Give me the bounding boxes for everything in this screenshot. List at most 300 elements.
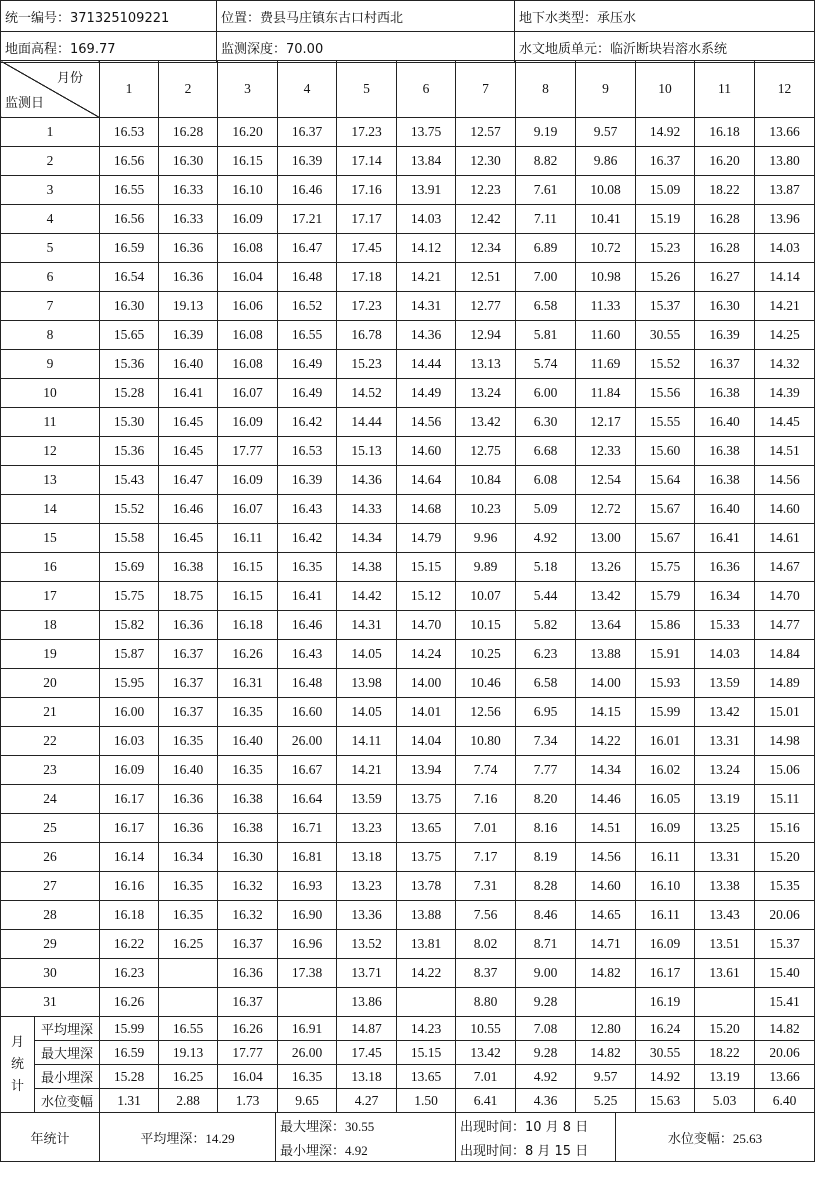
stat-cell: 12.80 xyxy=(576,1017,636,1041)
stat-cell: 6.40 xyxy=(755,1089,815,1113)
depth-cell: 15.33 xyxy=(695,611,755,640)
depth-cell: 17.16 xyxy=(337,176,397,205)
depth-cell: 16.15 xyxy=(218,147,278,176)
depth-cell: 16.47 xyxy=(159,466,218,495)
depth-cell: 16.45 xyxy=(159,437,218,466)
stat-cell: 15.20 xyxy=(695,1017,755,1041)
depth-cell: 14.31 xyxy=(397,292,456,321)
day-label: 19 xyxy=(1,640,100,669)
depth-cell: 16.36 xyxy=(159,611,218,640)
table-row xyxy=(1,930,815,959)
depth-cell: 9.19 xyxy=(516,118,576,147)
day-label: 17 xyxy=(1,582,100,611)
depth-cell: 16.20 xyxy=(695,147,755,176)
stat-cell: 15.63 xyxy=(636,1089,695,1113)
depth-cell: 14.56 xyxy=(576,843,636,872)
depth-cell: 14.25 xyxy=(755,321,815,350)
table-row xyxy=(1,582,815,611)
month-header: 9 xyxy=(576,61,636,118)
stat-cell: 15.28 xyxy=(100,1065,159,1089)
depth-cell: 16.56 xyxy=(100,147,159,176)
depth-cell: 4.92 xyxy=(516,524,576,553)
depth-cell: 16.33 xyxy=(159,205,218,234)
depth-cell: 16.09 xyxy=(218,466,278,495)
depth-cell: 14.32 xyxy=(755,350,815,379)
depth-cell: 8.80 xyxy=(456,988,516,1017)
month-header: 5 xyxy=(337,61,397,118)
depth-cell: 16.37 xyxy=(159,640,218,669)
table-row xyxy=(1,292,815,321)
depth-cell: 16.08 xyxy=(218,234,278,263)
depth-cell: 13.31 xyxy=(695,727,755,756)
depth-cell: 12.94 xyxy=(456,321,516,350)
depth-cell: 16.01 xyxy=(636,727,695,756)
depth-cell: 16.08 xyxy=(218,350,278,379)
depth-cell: 17.23 xyxy=(337,118,397,147)
depth-cell: 16.38 xyxy=(218,814,278,843)
depth-cell: 14.21 xyxy=(337,756,397,785)
depth-cell: 14.34 xyxy=(337,524,397,553)
day-label: 15 xyxy=(1,524,100,553)
depth-cell: 16.37 xyxy=(636,147,695,176)
stat-cell: 9.65 xyxy=(278,1089,337,1113)
depth-cell: 16.17 xyxy=(100,785,159,814)
depth-cell: 14.44 xyxy=(337,408,397,437)
table-row xyxy=(1,524,815,553)
depth-cell: 16.28 xyxy=(159,118,218,147)
depth-cell: 16.47 xyxy=(278,234,337,263)
depth-cell: 16.35 xyxy=(159,727,218,756)
depth-cell: 14.98 xyxy=(755,727,815,756)
station-id: 统一编号：371325109221 xyxy=(1,1,217,32)
depth-cell: 16.55 xyxy=(278,321,337,350)
depth-cell: 12.34 xyxy=(456,234,516,263)
depth-cell: 15.19 xyxy=(636,205,695,234)
depth-cell: 15.41 xyxy=(755,988,815,1017)
depth-cell: 14.03 xyxy=(755,234,815,263)
depth-cell: 14.44 xyxy=(397,350,456,379)
groundwater-type: 地下水类型：承压水 xyxy=(515,1,815,32)
depth-cell: 10.80 xyxy=(456,727,516,756)
depth-cell: 13.24 xyxy=(695,756,755,785)
depth-cell: 5.09 xyxy=(516,495,576,524)
depth-cell: 14.79 xyxy=(397,524,456,553)
depth-cell xyxy=(695,988,755,1017)
depth-cell: 10.23 xyxy=(456,495,516,524)
depth-cell: 16.36 xyxy=(695,553,755,582)
depth-cell: 14.33 xyxy=(337,495,397,524)
table-row xyxy=(1,872,815,901)
depth-cell: 16.31 xyxy=(218,669,278,698)
stat-cell: 14.82 xyxy=(576,1041,636,1065)
depth-cell: 15.65 xyxy=(100,321,159,350)
depth-cell: 16.19 xyxy=(636,988,695,1017)
depth-cell: 16.30 xyxy=(100,292,159,321)
depth-cell: 13.80 xyxy=(755,147,815,176)
depth-cell: 18.75 xyxy=(159,582,218,611)
depth-cell: 16.38 xyxy=(218,785,278,814)
depth-cell: 6.58 xyxy=(516,292,576,321)
depth-cell: 13.81 xyxy=(397,930,456,959)
depth-cell: 16.36 xyxy=(218,959,278,988)
depth-cell: 16.39 xyxy=(278,466,337,495)
depth-cell: 16.02 xyxy=(636,756,695,785)
depth-cell: 16.40 xyxy=(695,495,755,524)
depth-cell: 15.23 xyxy=(636,234,695,263)
depth-cell: 16.40 xyxy=(218,727,278,756)
depth-cell: 6.08 xyxy=(516,466,576,495)
depth-cell: 11.33 xyxy=(576,292,636,321)
depth-cell: 13.13 xyxy=(456,350,516,379)
day-label: 6 xyxy=(1,263,100,292)
depth-cell: 16.37 xyxy=(159,698,218,727)
depth-cell: 16.09 xyxy=(100,756,159,785)
stats-row xyxy=(1,1017,815,1041)
depth-cell: 13.71 xyxy=(337,959,397,988)
stat-cell: 16.25 xyxy=(159,1065,218,1089)
depth-cell: 11.60 xyxy=(576,321,636,350)
depth-cell: 5.44 xyxy=(516,582,576,611)
stat-cell: 9.57 xyxy=(576,1065,636,1089)
depth-cell: 13.31 xyxy=(695,843,755,872)
day-label: 26 xyxy=(1,843,100,872)
table-row xyxy=(1,321,815,350)
stats-row xyxy=(1,1065,815,1089)
depth-cell: 16.32 xyxy=(218,901,278,930)
depth-cell: 12.56 xyxy=(456,698,516,727)
depth-cell: 13.75 xyxy=(397,118,456,147)
stat-cell: 1.31 xyxy=(100,1089,159,1113)
depth-cell: 14.12 xyxy=(397,234,456,263)
annual-average-value: 14.29 xyxy=(205,1130,235,1146)
stat-cell: 16.26 xyxy=(218,1017,278,1041)
table-row xyxy=(1,901,815,930)
depth-cell: 7.31 xyxy=(456,872,516,901)
depth-cell: 7.01 xyxy=(456,814,516,843)
depth-cell: 16.32 xyxy=(218,872,278,901)
depth-cell: 14.45 xyxy=(755,408,815,437)
depth-cell: 16.16 xyxy=(100,872,159,901)
depth-cell: 7.11 xyxy=(516,205,576,234)
depth-cell xyxy=(159,988,218,1017)
day-label: 28 xyxy=(1,901,100,930)
depth-cell: 13.36 xyxy=(337,901,397,930)
depth-cell: 10.15 xyxy=(456,611,516,640)
depth-cell: 13.65 xyxy=(397,814,456,843)
depth-cell: 13.52 xyxy=(337,930,397,959)
depth-cell: 14.01 xyxy=(397,698,456,727)
depth-cell: 9.96 xyxy=(456,524,516,553)
depth-cell: 15.35 xyxy=(755,872,815,901)
depth-cell: 10.72 xyxy=(576,234,636,263)
depth-cell: 8.02 xyxy=(456,930,516,959)
depth-cell: 16.40 xyxy=(159,756,218,785)
depth-cell: 14.21 xyxy=(755,292,815,321)
depth-cell: 16.34 xyxy=(159,843,218,872)
depth-cell: 7.00 xyxy=(516,263,576,292)
depth-cell: 13.64 xyxy=(576,611,636,640)
depth-cell: 13.26 xyxy=(576,553,636,582)
depth-cell: 16.37 xyxy=(278,118,337,147)
depth-cell: 15.30 xyxy=(100,408,159,437)
depth-cell: 16.18 xyxy=(218,611,278,640)
depth-cell: 16.15 xyxy=(218,553,278,582)
depth-cell: 15.13 xyxy=(337,437,397,466)
depth-cell: 26.00 xyxy=(278,727,337,756)
depth-cell: 14.52 xyxy=(337,379,397,408)
depth-cell: 16.07 xyxy=(218,495,278,524)
depth-cell: 17.23 xyxy=(337,292,397,321)
depth-cell: 13.88 xyxy=(576,640,636,669)
annual-max xyxy=(276,1113,456,1138)
depth-cell: 16.49 xyxy=(278,379,337,408)
depth-cell: 16.41 xyxy=(278,582,337,611)
table-row xyxy=(1,176,815,205)
depth-cell: 10.41 xyxy=(576,205,636,234)
stat-cell: 15.99 xyxy=(100,1017,159,1041)
depth-cell: 16.39 xyxy=(278,147,337,176)
depth-cell: 14.61 xyxy=(755,524,815,553)
depth-cell: 7.61 xyxy=(516,176,576,205)
day-label: 9 xyxy=(1,350,100,379)
depth-cell: 16.11 xyxy=(636,843,695,872)
table-row xyxy=(1,785,815,814)
stat-cell: 26.00 xyxy=(278,1041,337,1065)
depth-cell: 15.01 xyxy=(755,698,815,727)
stat-cell: 1.73 xyxy=(218,1089,278,1113)
depth-cell: 16.20 xyxy=(218,118,278,147)
stat-label: 平均埋深 xyxy=(35,1017,100,1041)
depth-cell: 16.39 xyxy=(159,321,218,350)
day-label: 25 xyxy=(1,814,100,843)
depth-cell: 15.75 xyxy=(636,553,695,582)
depth-cell: 16.48 xyxy=(278,263,337,292)
depth-cell: 16.43 xyxy=(278,495,337,524)
depth-cell: 14.51 xyxy=(755,437,815,466)
depth-cell: 14.36 xyxy=(397,321,456,350)
depth-cell: 14.56 xyxy=(755,466,815,495)
annual-min-label: 最小埋深： xyxy=(280,1143,346,1159)
depth-cell: 19.13 xyxy=(159,292,218,321)
table-row xyxy=(1,988,815,1017)
depth-cell: 13.96 xyxy=(755,205,815,234)
annual-label: 年统计 xyxy=(1,1113,100,1162)
ground-elevation: 地面高程：169.77 xyxy=(1,32,217,63)
depth-cell: 15.11 xyxy=(755,785,815,814)
depth-cell: 7.77 xyxy=(516,756,576,785)
depth-cell: 16.38 xyxy=(695,379,755,408)
depth-cell: 12.51 xyxy=(456,263,516,292)
depth-cell: 16.35 xyxy=(218,698,278,727)
depth-cell: 15.36 xyxy=(100,350,159,379)
depth-cell: 5.82 xyxy=(516,611,576,640)
depth-cell: 15.95 xyxy=(100,669,159,698)
depth-cell: 14.21 xyxy=(397,263,456,292)
day-label: 12 xyxy=(1,437,100,466)
depth-cell: 16.48 xyxy=(278,669,337,698)
depth-cell: 14.92 xyxy=(636,118,695,147)
stat-cell: 20.06 xyxy=(755,1041,815,1065)
depth-cell: 16.90 xyxy=(278,901,337,930)
depth-cell: 14.70 xyxy=(397,611,456,640)
depth-cell: 15.86 xyxy=(636,611,695,640)
depth-cell: 7.17 xyxy=(456,843,516,872)
depth-cell: 14.67 xyxy=(755,553,815,582)
depth-cell: 15.69 xyxy=(100,553,159,582)
stat-cell: 17.45 xyxy=(337,1041,397,1065)
depth-cell: 9.28 xyxy=(516,988,576,1017)
annual-max-time: 出现时间：10 月 8 日 xyxy=(456,1113,616,1138)
stat-cell: 14.92 xyxy=(636,1065,695,1089)
monthly-stats-title-char: 计 xyxy=(10,1078,24,1094)
depth-cell: 8.82 xyxy=(516,147,576,176)
depth-cell: 15.75 xyxy=(100,582,159,611)
annual-average-label: 平均埋深： xyxy=(140,1131,206,1147)
depth-cell: 9.86 xyxy=(576,147,636,176)
depth-cell: 13.18 xyxy=(337,843,397,872)
stat-cell: 15.15 xyxy=(397,1041,456,1065)
day-label: 20 xyxy=(1,669,100,698)
depth-cell: 13.51 xyxy=(695,930,755,959)
depth-cell: 16.34 xyxy=(695,582,755,611)
depth-cell: 13.59 xyxy=(337,785,397,814)
stat-cell: 13.42 xyxy=(456,1041,516,1065)
depth-cell: 16.35 xyxy=(159,872,218,901)
depth-cell: 15.79 xyxy=(636,582,695,611)
depth-cell: 10.25 xyxy=(456,640,516,669)
depth-cell: 16.40 xyxy=(159,350,218,379)
depth-cell: 13.88 xyxy=(397,901,456,930)
depth-cell: 13.38 xyxy=(695,872,755,901)
depth-cell: 18.22 xyxy=(695,176,755,205)
depth-cell: 10.84 xyxy=(456,466,516,495)
depth-cell: 15.37 xyxy=(755,930,815,959)
depth-cell: 15.58 xyxy=(100,524,159,553)
depth-cell: 12.23 xyxy=(456,176,516,205)
monthly-stats-title-char: 月 xyxy=(10,1034,24,1050)
depth-cell: 16.81 xyxy=(278,843,337,872)
day-label: 7 xyxy=(1,292,100,321)
depth-cell: 16.71 xyxy=(278,814,337,843)
depth-cell: 14.11 xyxy=(337,727,397,756)
day-label: 27 xyxy=(1,872,100,901)
stat-cell: 13.19 xyxy=(695,1065,755,1089)
monthly-stats-title xyxy=(1,1017,35,1113)
depth-cell: 16.28 xyxy=(695,234,755,263)
depth-cell: 6.30 xyxy=(516,408,576,437)
depth-cell: 12.77 xyxy=(456,292,516,321)
depth-cell: 16.08 xyxy=(218,321,278,350)
depth-cell: 13.25 xyxy=(695,814,755,843)
table-row xyxy=(1,495,815,524)
depth-cell: 13.78 xyxy=(397,872,456,901)
depth-cell: 16.35 xyxy=(278,553,337,582)
depth-cell: 14.65 xyxy=(576,901,636,930)
day-label: 16 xyxy=(1,553,100,582)
depth-cell: 13.43 xyxy=(695,901,755,930)
annual-min-value: 4.92 xyxy=(345,1142,368,1158)
day-label: 22 xyxy=(1,727,100,756)
depth-cell: 16.25 xyxy=(159,930,218,959)
depth-cell: 16.53 xyxy=(100,118,159,147)
depth-cell: 6.58 xyxy=(516,669,576,698)
depth-cell: 16.26 xyxy=(218,640,278,669)
depth-cell: 14.70 xyxy=(755,582,815,611)
depth-cell: 14.14 xyxy=(755,263,815,292)
day-label: 10 xyxy=(1,379,100,408)
corner-day-label: 监测日 xyxy=(5,96,45,111)
depth-cell: 16.37 xyxy=(159,669,218,698)
depth-cell: 16.42 xyxy=(278,408,337,437)
depth-cell: 12.30 xyxy=(456,147,516,176)
depth-cell: 16.37 xyxy=(218,930,278,959)
depth-cell: 16.41 xyxy=(695,524,755,553)
depth-cell: 16.38 xyxy=(695,466,755,495)
depth-cell: 16.42 xyxy=(278,524,337,553)
depth-cell: 7.56 xyxy=(456,901,516,930)
depth-cell: 17.21 xyxy=(278,205,337,234)
depth-cell: 13.91 xyxy=(397,176,456,205)
depth-cell: 16.33 xyxy=(159,176,218,205)
table-row xyxy=(1,437,815,466)
day-label: 29 xyxy=(1,930,100,959)
depth-cell xyxy=(576,988,636,1017)
depth-cell: 14.56 xyxy=(397,408,456,437)
depth-cell: 5.74 xyxy=(516,350,576,379)
depth-cell: 16.45 xyxy=(159,524,218,553)
stat-cell: 16.59 xyxy=(100,1041,159,1065)
table-row xyxy=(1,756,815,785)
depth-cell: 13.75 xyxy=(397,785,456,814)
depth-cell: 10.07 xyxy=(456,582,516,611)
depth-cell: 17.17 xyxy=(337,205,397,234)
depth-cell: 14.15 xyxy=(576,698,636,727)
depth-cell: 16.49 xyxy=(278,350,337,379)
depth-cell: 16.28 xyxy=(695,205,755,234)
depth-cell: 13.42 xyxy=(695,698,755,727)
depth-cell: 15.09 xyxy=(636,176,695,205)
table-row xyxy=(1,350,815,379)
month-header: 6 xyxy=(397,61,456,118)
annual-min xyxy=(276,1137,456,1162)
stat-cell: 30.55 xyxy=(636,1041,695,1065)
day-label: 13 xyxy=(1,466,100,495)
depth-cell: 16.59 xyxy=(100,234,159,263)
depth-cell: 30.55 xyxy=(636,321,695,350)
depth-cell: 17.38 xyxy=(278,959,337,988)
depth-cell: 16.45 xyxy=(159,408,218,437)
table-row xyxy=(1,669,815,698)
depth-cell: 16.05 xyxy=(636,785,695,814)
depth-cell: 15.06 xyxy=(755,756,815,785)
stat-cell: 1.50 xyxy=(397,1089,456,1113)
depth-cell: 17.77 xyxy=(218,437,278,466)
depth-cell: 14.03 xyxy=(397,205,456,234)
depth-cell: 16.09 xyxy=(218,408,278,437)
month-header: 12 xyxy=(755,61,815,118)
depth-cell: 16.23 xyxy=(100,959,159,988)
depth-cell: 14.39 xyxy=(755,379,815,408)
depth-cell: 13.98 xyxy=(337,669,397,698)
depth-cell: 16.39 xyxy=(695,321,755,350)
depth-cell: 16.00 xyxy=(100,698,159,727)
depth-cell: 16.36 xyxy=(159,234,218,263)
hydrogeologic-unit: 水文地质单元：临沂断块岩溶水系统 xyxy=(515,32,815,63)
depth-cell: 7.74 xyxy=(456,756,516,785)
depth-cell: 16.54 xyxy=(100,263,159,292)
stat-cell: 4.92 xyxy=(516,1065,576,1089)
annual-max-label: 最大埋深： xyxy=(280,1119,346,1135)
